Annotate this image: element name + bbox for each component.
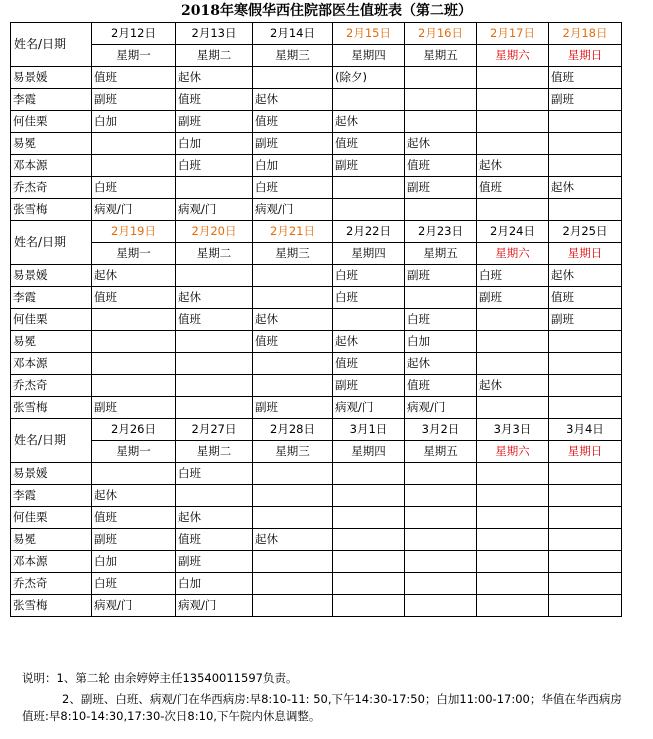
week-weekday-header-row [11,243,622,265]
shift-cell: 值班 [333,353,405,375]
doctor-row [11,507,622,529]
shift-cell [92,353,176,375]
shift-cell [405,89,477,111]
shift-cell: 起休 [176,67,253,89]
shift-cell: 值班 [549,67,622,89]
date-header-cell: 2月22日 [333,221,405,243]
shift-cell: 值班 [253,331,333,353]
shift-cell: 副班 [176,551,253,573]
weekday-header-cell: 星期一 [92,441,176,463]
shift-cell [405,463,477,485]
shift-cell [405,111,477,133]
doctor-row [11,397,622,419]
shift-cell: 值班 [176,529,253,551]
shift-cell [92,463,176,485]
shift-cell: 副班 [549,309,622,331]
shift-cell: 副班 [253,133,333,155]
shift-cell: 白班 [477,265,549,287]
shift-cell [477,331,549,353]
shift-cell [405,573,477,595]
doctor-row [11,111,622,133]
week-date-header-row [11,23,622,45]
shift-cell: 起休 [176,507,253,529]
shift-cell: 病观/门 [405,397,477,419]
shift-cell [333,177,405,199]
doctor-row [11,199,622,221]
shift-cell: 白加 [176,573,253,595]
date-header-cell: 3月4日 [549,419,622,441]
shift-cell: 值班 [405,155,477,177]
shift-cell [477,67,549,89]
doctor-name-cell: 李霞 [11,89,92,111]
doctor-name-cell: 易景媛 [11,265,92,287]
shift-cell [477,463,549,485]
week-weekday-header-row [11,45,622,67]
doctor-name-cell: 何佳栗 [11,111,92,133]
weekday-header-cell: 星期二 [176,243,253,265]
shift-cell [176,265,253,287]
weekday-header-cell: 星期日 [549,45,622,67]
weekday-header-cell: 星期一 [92,243,176,265]
shift-cell [405,287,477,309]
shift-cell: (除夕) [333,67,405,89]
shift-cell [477,485,549,507]
shift-cell: 副班 [92,89,176,111]
note-line-1: 说明：1、第二轮 由余婷婷主任13540011597负责。 [22,671,298,685]
shift-cell: 病观/门 [253,199,333,221]
shift-cell [253,507,333,529]
doctor-row [11,177,622,199]
date-header-cell: 2月15日 [333,23,405,45]
shift-cell [333,551,405,573]
shift-cell: 值班 [92,287,176,309]
shift-cell [405,529,477,551]
shift-cell: 副班 [253,397,333,419]
shift-cell [333,199,405,221]
shift-cell: 值班 [176,309,253,331]
shift-cell [333,573,405,595]
doctor-row [11,529,622,551]
shift-cell [549,529,622,551]
date-header-cell: 3月2日 [405,419,477,441]
notes-section [22,670,632,725]
shift-cell [333,463,405,485]
weekday-header-cell: 星期日 [549,243,622,265]
date-header-cell: 2月24日 [477,221,549,243]
shift-cell [92,309,176,331]
week-weekday-header-row [11,441,622,463]
shift-cell [92,331,176,353]
name-date-header: 姓名/日期 [11,23,92,67]
doctor-row [11,595,622,617]
shift-cell: 病观/门 [92,199,176,221]
shift-cell [549,111,622,133]
shift-cell [176,485,253,507]
shift-cell [405,199,477,221]
date-header-cell: 2月16日 [405,23,477,45]
shift-cell [549,507,622,529]
shift-cell: 起休 [405,353,477,375]
doctor-row [11,485,622,507]
date-header-cell: 2月17日 [477,23,549,45]
doctor-name-cell: 邓本源 [11,353,92,375]
shift-cell: 副班 [176,111,253,133]
shift-cell: 起休 [405,133,477,155]
shift-cell [176,353,253,375]
weekday-header-cell: 星期三 [253,45,333,67]
doctor-name-cell: 乔杰奇 [11,375,92,397]
shift-cell: 病观/门 [176,199,253,221]
shift-cell [253,595,333,617]
doctor-name-cell: 易冕 [11,529,92,551]
shift-cell [253,573,333,595]
shift-cell [176,375,253,397]
shift-cell [333,485,405,507]
doctor-name-cell: 邓本源 [11,155,92,177]
doctor-row [11,573,622,595]
shift-cell [549,155,622,177]
shift-cell [549,353,622,375]
shift-cell [549,375,622,397]
doctor-name-cell: 易冕 [11,133,92,155]
shift-cell [405,595,477,617]
shift-cell [253,485,333,507]
shift-cell: 副班 [405,265,477,287]
shift-cell: 起休 [333,331,405,353]
doctor-name-cell: 易冕 [11,331,92,353]
shift-cell [477,353,549,375]
doctor-name-cell: 邓本源 [11,551,92,573]
shift-cell: 白班 [92,573,176,595]
shift-cell: 起休 [549,177,622,199]
weekday-header-cell: 星期一 [92,45,176,67]
doctor-row [11,551,622,573]
shift-cell [405,485,477,507]
shift-cell: 副班 [549,89,622,111]
doctor-name-cell: 易景媛 [11,67,92,89]
shift-cell: 白班 [176,463,253,485]
date-header-cell: 2月14日 [253,23,333,45]
shift-cell: 病观/门 [176,595,253,617]
shift-cell [333,529,405,551]
shift-cell [477,595,549,617]
shift-cell [549,463,622,485]
doctor-row [11,265,622,287]
shift-cell [176,397,253,419]
doctor-row [11,309,622,331]
shift-cell: 副班 [92,397,176,419]
date-header-cell: 2月12日 [92,23,176,45]
shift-cell: 值班 [176,89,253,111]
shift-cell: 副班 [333,155,405,177]
shift-cell: 白班 [333,265,405,287]
shift-cell [92,155,176,177]
weekday-header-cell: 星期五 [405,45,477,67]
shift-cell: 白班 [176,155,253,177]
date-header-cell: 3月3日 [477,419,549,441]
doctor-name-cell: 乔杰奇 [11,573,92,595]
doctor-name-cell: 李霞 [11,485,92,507]
shift-cell [549,331,622,353]
shift-cell: 起休 [92,265,176,287]
shift-cell [477,397,549,419]
shift-cell: 副班 [405,177,477,199]
shift-cell [333,89,405,111]
shift-cell: 副班 [92,529,176,551]
date-header-cell: 2月26日 [92,419,176,441]
shift-cell [253,463,333,485]
doctor-row [11,133,622,155]
shift-cell: 白加 [92,111,176,133]
note-line-2: 2、副班、白班、病观/门在华西病房:早8:10-11: 50,下午14:30-17:50；白加11:00-17:00；华值在华西病房值班:早8:10-14:30,17:30-次日8:10,下午院内休息调整。 [22,692,622,723]
shift-cell [253,265,333,287]
date-header-cell: 2月21日 [253,221,333,243]
shift-cell: 白加 [92,551,176,573]
shift-cell: 起休 [92,485,176,507]
shift-cell [405,551,477,573]
shift-cell: 病观/门 [333,397,405,419]
duty-roster-table [10,22,622,617]
weekday-header-cell: 星期六 [477,441,549,463]
date-header-cell: 2月18日 [549,23,622,45]
weekday-header-cell: 星期六 [477,243,549,265]
doctor-name-cell: 何佳栗 [11,507,92,529]
shift-cell [549,133,622,155]
weekday-header-cell: 星期三 [253,243,333,265]
shift-cell [333,309,405,331]
date-header-cell: 2月27日 [176,419,253,441]
doctor-row [11,67,622,89]
doctor-row [11,353,622,375]
doctor-row [11,287,622,309]
shift-cell: 起休 [333,111,405,133]
date-header-cell: 2月13日 [176,23,253,45]
shift-cell: 白加 [405,331,477,353]
doctor-row [11,89,622,111]
doctor-name-cell: 何佳栗 [11,309,92,331]
shift-cell [333,595,405,617]
shift-cell: 白加 [176,133,253,155]
date-header-cell: 2月23日 [405,221,477,243]
date-header-cell: 3月1日 [333,419,405,441]
shift-cell [176,331,253,353]
shift-cell [253,375,333,397]
doctor-name-cell: 乔杰奇 [11,177,92,199]
weekday-header-cell: 星期二 [176,441,253,463]
shift-cell [477,89,549,111]
shift-cell: 病观/门 [92,595,176,617]
shift-cell: 值班 [477,177,549,199]
shift-cell [477,573,549,595]
weekday-header-cell: 星期二 [176,45,253,67]
shift-cell [477,309,549,331]
shift-cell [549,573,622,595]
shift-cell: 副班 [477,287,549,309]
shift-cell: 值班 [405,375,477,397]
shift-cell [549,397,622,419]
shift-cell [405,67,477,89]
doctor-row [11,155,622,177]
shift-cell: 值班 [92,67,176,89]
shift-cell: 值班 [253,111,333,133]
shift-cell: 起休 [477,155,549,177]
shift-cell: 值班 [92,507,176,529]
doctor-row [11,375,622,397]
doctor-name-cell: 张雪梅 [11,595,92,617]
page-title: 2018年寒假华西住院部医生值班表（第二班） [181,3,472,19]
doctor-name-cell: 李霞 [11,287,92,309]
doctor-name-cell: 张雪梅 [11,397,92,419]
shift-cell [549,485,622,507]
shift-cell: 起休 [253,529,333,551]
doctor-name-cell: 张雪梅 [11,199,92,221]
shift-cell [477,507,549,529]
shift-cell [477,551,549,573]
shift-cell: 值班 [549,287,622,309]
shift-cell: 起休 [549,265,622,287]
weekday-header-cell: 星期五 [405,243,477,265]
shift-cell [549,199,622,221]
shift-cell: 白加 [253,155,333,177]
shift-cell [405,507,477,529]
shift-cell [549,595,622,617]
week-date-header-row [11,221,622,243]
shift-cell [333,507,405,529]
doctor-row [11,463,622,485]
shift-cell [253,287,333,309]
shift-cell [253,353,333,375]
doctor-name-cell: 易景媛 [11,463,92,485]
weekday-header-cell: 星期四 [333,243,405,265]
shift-cell: 起休 [477,375,549,397]
weekday-header-cell: 星期六 [477,45,549,67]
shift-cell [549,551,622,573]
shift-cell [176,177,253,199]
shift-cell [253,551,333,573]
date-header-cell: 2月25日 [549,221,622,243]
name-date-header: 姓名/日期 [11,221,92,265]
date-header-cell: 2月19日 [92,221,176,243]
weekday-header-cell: 星期四 [333,45,405,67]
shift-cell: 白班 [333,287,405,309]
date-header-cell: 2月28日 [253,419,333,441]
shift-cell [253,67,333,89]
shift-cell [477,529,549,551]
name-date-header: 姓名/日期 [11,419,92,463]
shift-cell [92,133,176,155]
date-header-cell: 2月20日 [176,221,253,243]
shift-cell: 起休 [253,309,333,331]
shift-cell: 起休 [253,89,333,111]
doctor-row [11,331,622,353]
weekday-header-cell: 星期五 [405,441,477,463]
week-date-header-row [11,419,622,441]
weekday-header-cell: 星期日 [549,441,622,463]
shift-cell [92,375,176,397]
weekday-header-cell: 星期四 [333,441,405,463]
shift-cell [477,111,549,133]
shift-cell: 值班 [333,133,405,155]
shift-cell: 副班 [333,375,405,397]
shift-cell [477,199,549,221]
shift-cell: 白班 [405,309,477,331]
shift-cell: 起休 [176,287,253,309]
shift-cell: 白班 [92,177,176,199]
weekday-header-cell: 星期三 [253,441,333,463]
shift-cell: 白班 [253,177,333,199]
shift-cell [477,133,549,155]
